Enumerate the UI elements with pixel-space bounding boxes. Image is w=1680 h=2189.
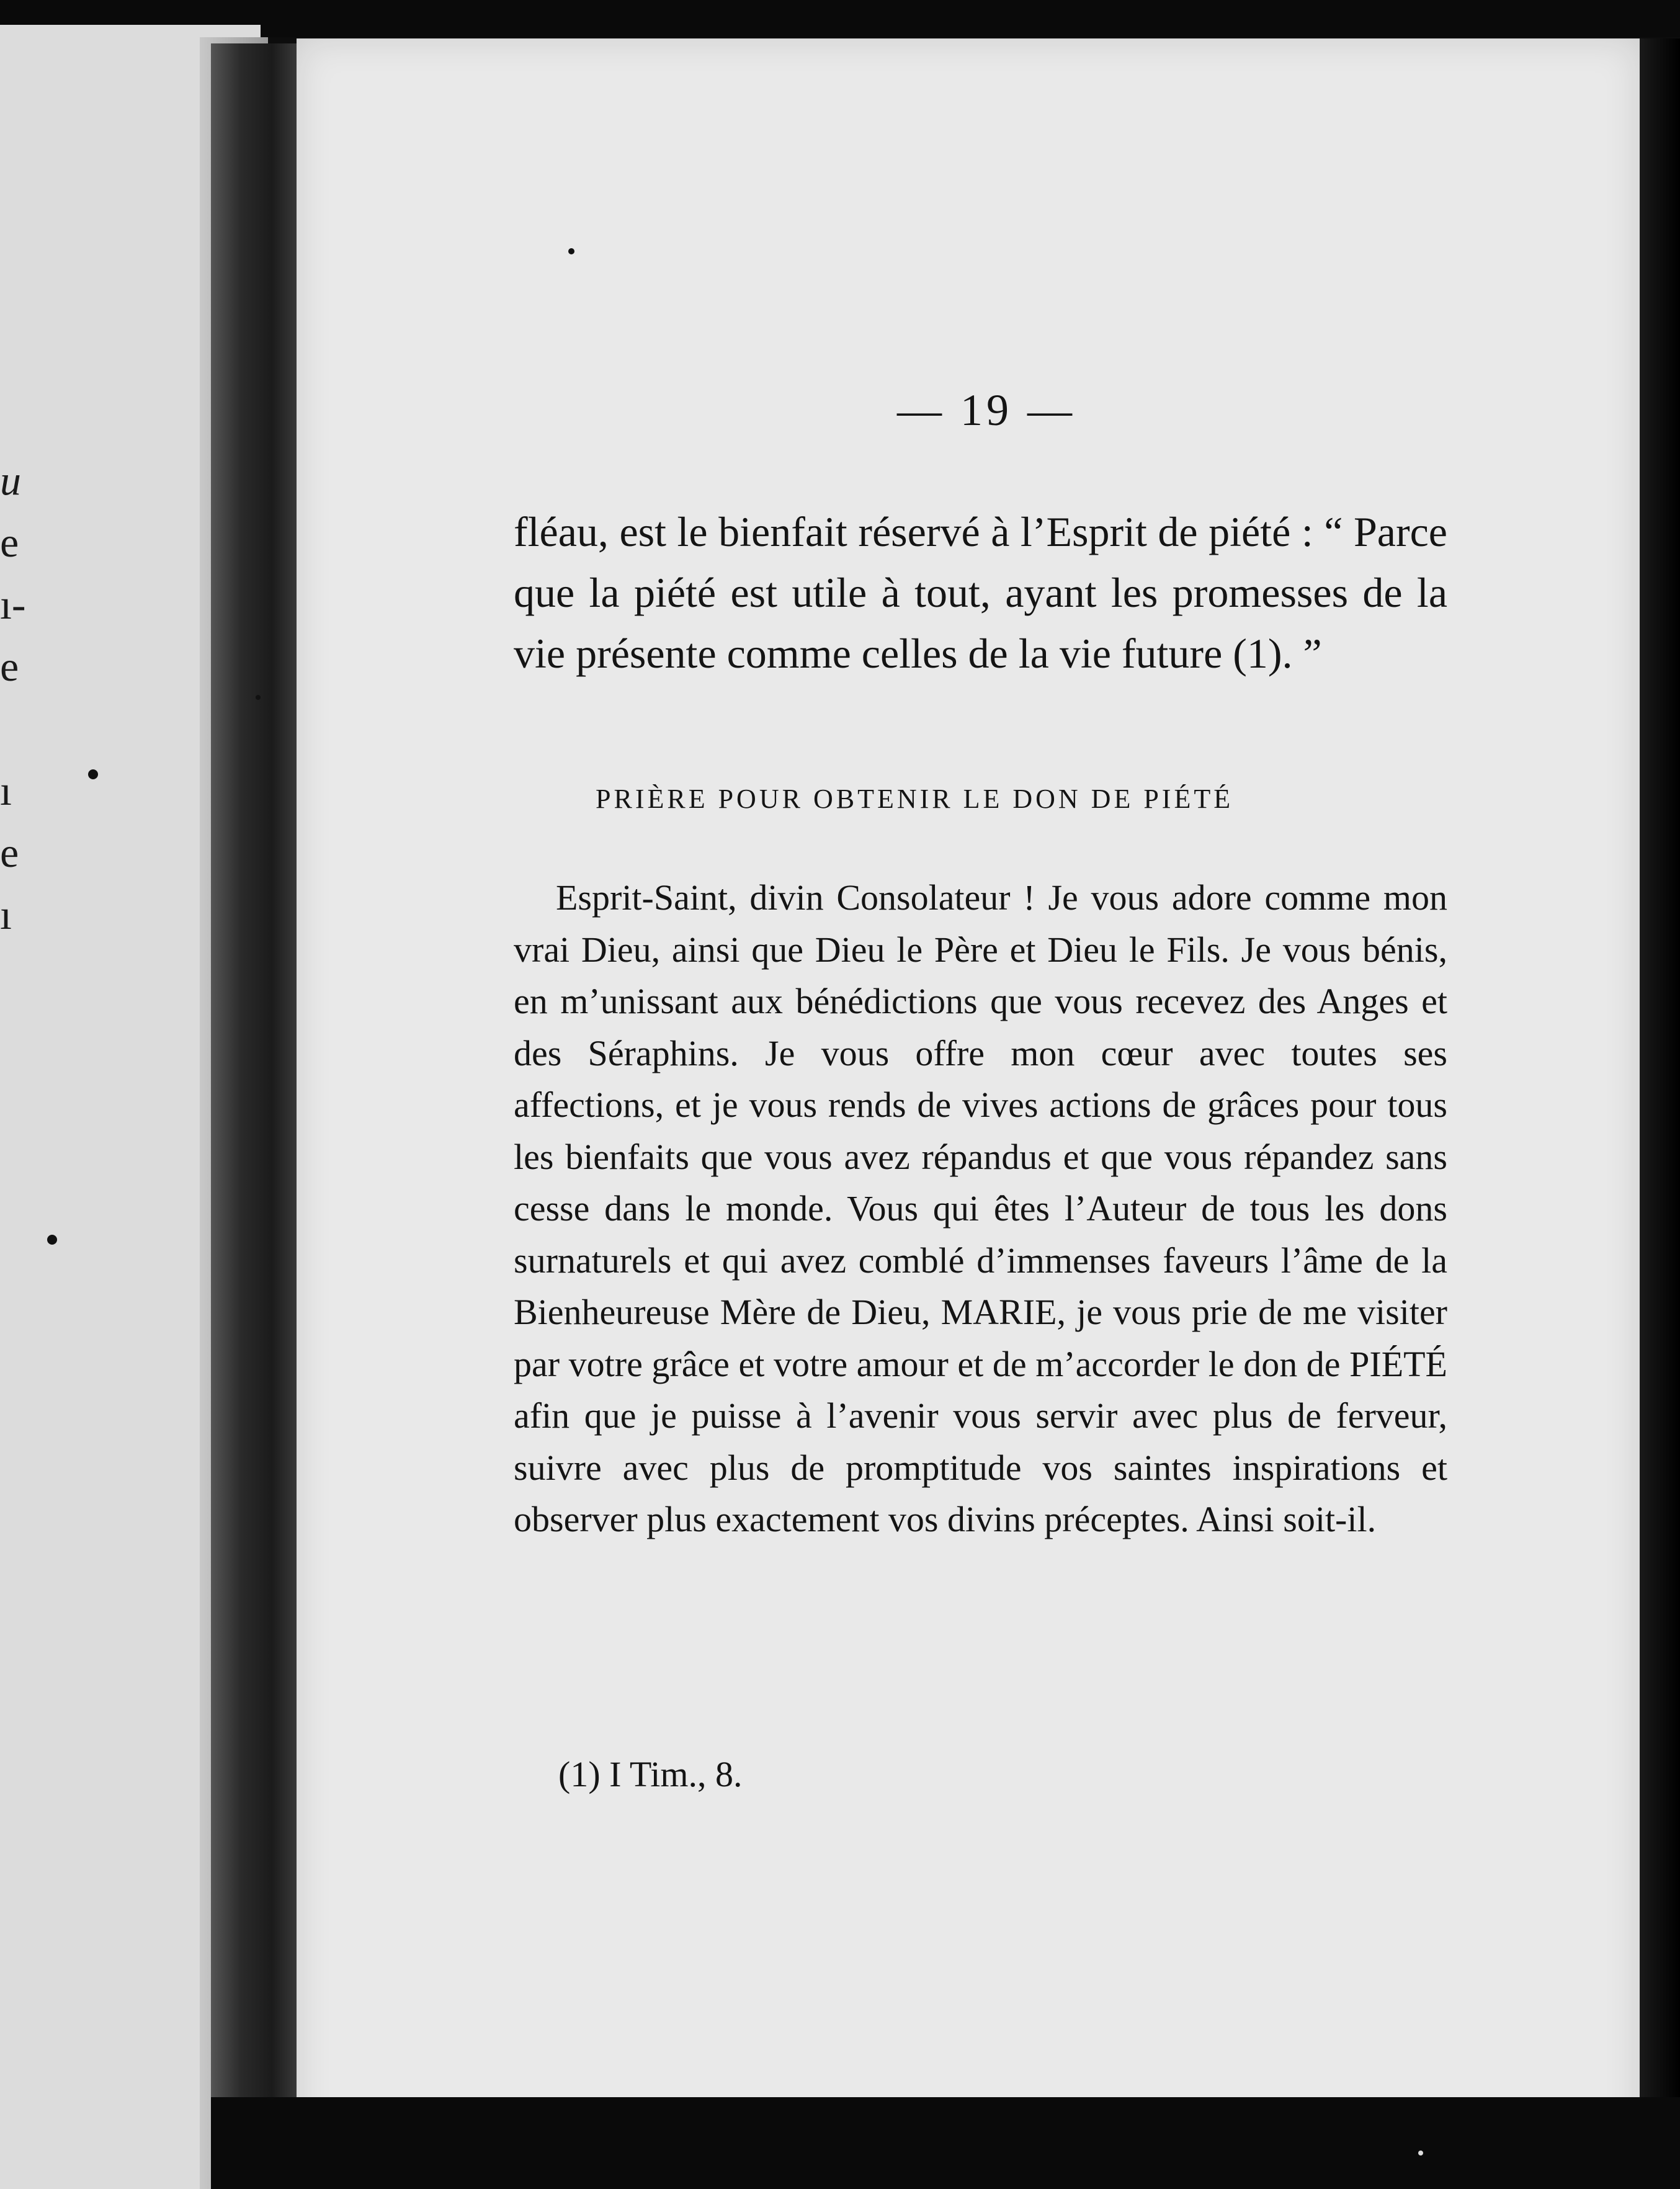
left-fragment: e xyxy=(0,829,19,876)
intro-paragraph: fléau, est le bienfait réservé à l’Esprit de piété : “ Parce que la piété est utile à tout, ayant les promesses de la vie présente comme celles de la vie future (1). ” xyxy=(514,508,1447,677)
left-fragment: ı- xyxy=(0,581,26,628)
footnote: (1) I Tim., 8. xyxy=(558,1754,743,1794)
page-number: — 19 — xyxy=(897,385,1076,435)
dust-speck xyxy=(256,695,261,700)
dust-speck xyxy=(47,1235,57,1245)
prayer-paragraph: Esprit-Saint, divin Consolateur ! Je vous adore comme mon vrai Dieu, ainsi que Dieu le Père et Dieu le Fils. Je vous bénis, en m’unissant aux bénédictions que vous recevez des Anges et des Séraphins. Je vous offre mon cœur avec toutes ses affections, et je vous rends de vives actions de grâces pour tous les bienfaits que vous avez répandus et que vous répandez sans cesse dans le monde. Vous qui êtes l’Auteur de tous les dons surnaturels et qui avez comblé d’immenses faveurs l’âme de la Bienheureuse Mère de Dieu, MARIE, je vous prie de me visiter par votre grâce et votre amour et de m’accorder le don de PIÉTÉ afin que je puisse à l’avenir vous servir avec plus de ferveur, suivre avec plus de promptitude vos saintes inspirations et observer plus exactement vos divins préceptes. Ainsi soit-il. xyxy=(514,877,1447,1539)
left-fragment xyxy=(0,707,37,769)
dust-speck xyxy=(568,248,574,254)
left-fragment: e xyxy=(0,643,19,690)
dust-speck xyxy=(1418,2151,1423,2155)
left-fragment: u xyxy=(0,457,21,504)
left-page-text-fragments xyxy=(0,459,37,956)
page-right-edge xyxy=(1640,38,1680,2148)
left-fragment: ı xyxy=(0,891,12,938)
dust-speck xyxy=(88,769,98,779)
book-binding-gutter xyxy=(211,43,298,2097)
section-title: PRIÈRE POUR OBTENIR LE DON DE PIÉTÉ xyxy=(596,784,1234,814)
left-fragment: e xyxy=(0,519,19,566)
page-bottom-edge xyxy=(211,2097,1680,2189)
left-fragment: ı xyxy=(0,767,12,814)
